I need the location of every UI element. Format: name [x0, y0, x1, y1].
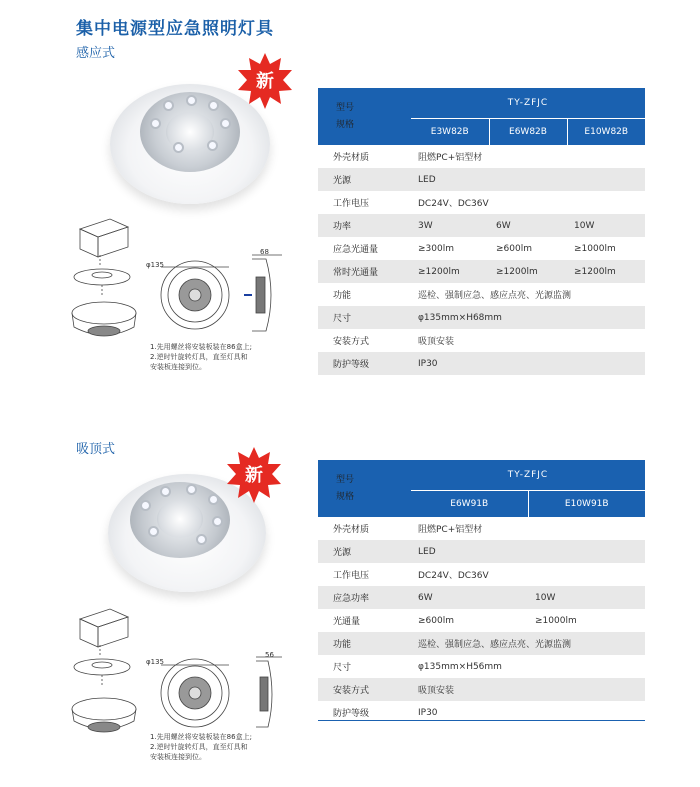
table-row: 防护等级 IP30 — [318, 352, 645, 375]
table-row: 光源 LED — [318, 168, 645, 191]
table-header-label: 型号 规格 — [318, 88, 411, 145]
table-header-model: TY-ZFJC — [411, 460, 645, 491]
new-badge-label: 新 — [245, 465, 263, 486]
install-note-1: 1.先用螺丝将安装板装在86盒上; — [150, 343, 252, 351]
dimension-height: 56 — [265, 651, 274, 659]
dimension-diameter: φ135 — [146, 261, 164, 269]
table-header-label: 型号 规格 — [318, 460, 411, 517]
install-note-2: 2.逆时针旋转灯具，直至灯具和 — [150, 743, 248, 751]
variant-header: E10W82B — [567, 119, 645, 146]
table-row: 尺寸 φ135mm×H68mm — [318, 306, 645, 329]
table-row: 安装方式 吸顶安装 — [333, 337, 455, 347]
variant-header: E3W82B — [411, 119, 489, 146]
table-header-model: TY-ZFJC — [411, 88, 645, 119]
install-note-3: 安装板连接到位。 — [150, 753, 206, 761]
table-bottom-rule — [318, 720, 645, 721]
table-row: 光通量 ≥600lm ≥1000lm — [333, 615, 577, 627]
table-row: 外壳材质 阻燃PC+铝型材 — [333, 525, 483, 535]
table-row: 功能 巡检、强制应急、感应点亮、光源监测 — [318, 632, 645, 655]
spec-table-sensor — [318, 88, 645, 375]
dimension-height: 68 — [260, 248, 269, 256]
table-row: 工作电压 DC24V、DC36V — [333, 571, 489, 581]
install-note-1: 1.先用螺丝将安装板装在86盒上; — [150, 733, 252, 741]
table-row: 工作电压 DC24V、DC36V — [333, 199, 489, 209]
variant-header: E6W82B — [489, 119, 567, 146]
table-row: 常时光通量 ≥1200lm ≥1200lm ≥1200lm — [318, 260, 645, 283]
spec-table-ceiling — [318, 460, 645, 724]
table-row: 尺寸 φ135mm×H56mm — [333, 661, 502, 673]
table-row: 安装方式 吸顶安装 — [318, 678, 645, 701]
table-row: 光源 LED — [318, 540, 645, 563]
table-row: 防护等级 IP30 — [333, 707, 438, 719]
variant-header: E10W91B — [528, 491, 645, 518]
dimension-diameter: φ135 — [146, 658, 164, 666]
table-row: 应急光通量 ≥300lm ≥600lm ≥1000lm — [333, 243, 616, 255]
table-row: 功率 3W 6W 10W — [318, 214, 645, 237]
section-title-sensor: 感应式 — [76, 46, 116, 61]
install-note-2: 2.逆时针旋转灯具，直至灯具和 — [150, 353, 248, 361]
section-title-ceiling: 吸顶式 — [76, 442, 116, 457]
new-badge-label: 新 — [256, 71, 274, 92]
table-row: 外壳材质 阻燃PC+铝型材 — [333, 153, 483, 163]
page-title: 集中电源型应急照明灯具 — [76, 19, 274, 39]
variant-header: E6W91B — [411, 491, 528, 518]
table-row: 应急功率 6W 10W — [318, 586, 645, 609]
table-row: 功能 巡检、强制应急、感应点亮、光源监测 — [333, 291, 572, 301]
install-note-3: 安装板连接到位。 — [150, 363, 206, 371]
